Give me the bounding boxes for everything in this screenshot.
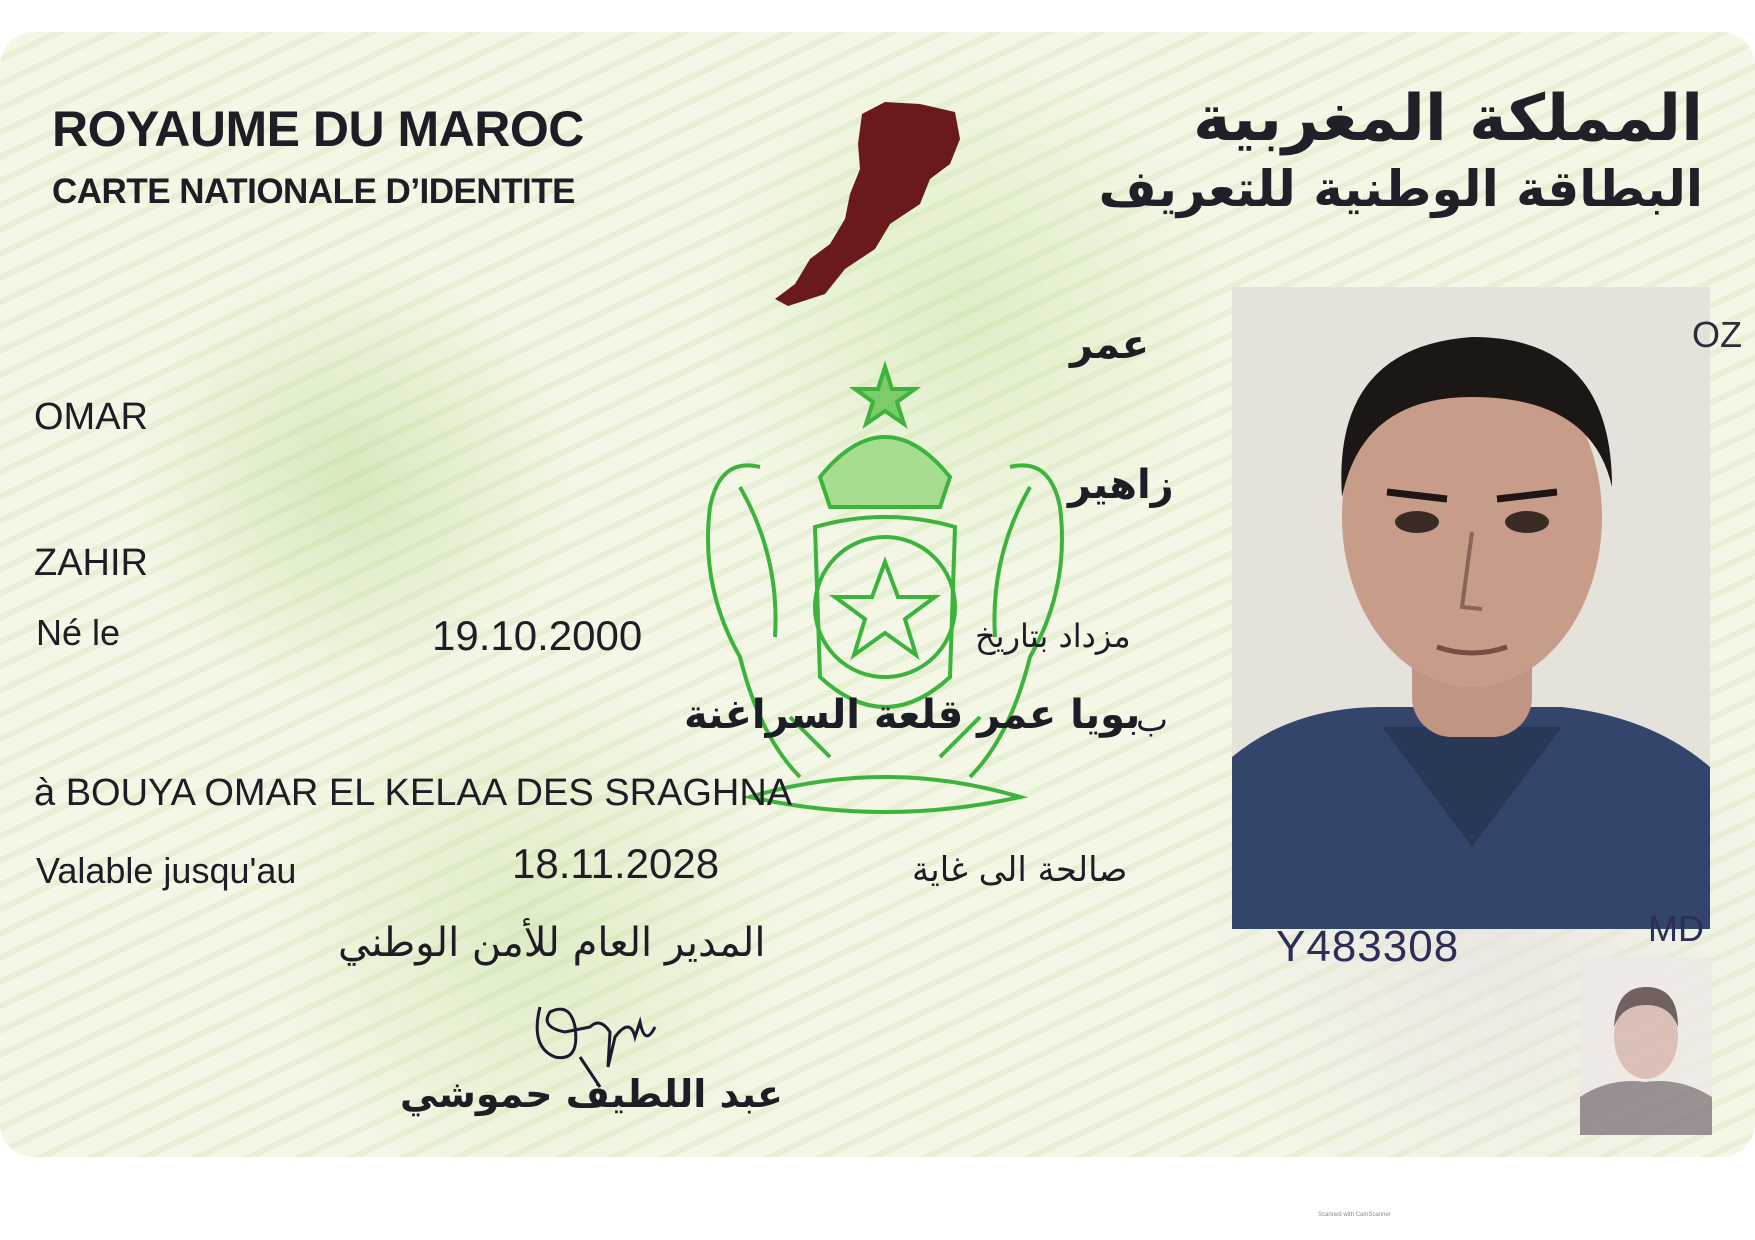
family-name-ar: زاهير: [1068, 462, 1174, 508]
ghost-photo: [1580, 957, 1712, 1135]
id-card: [0, 32, 1755, 1157]
birth-label-ar: مزداد بتاريخ: [975, 617, 1131, 655]
birth-date: 19.10.2000: [432, 612, 643, 659]
card-title-ar: البطاقة الوطنية للتعريف: [1098, 160, 1703, 218]
family-name-fr: ZAHIR: [34, 542, 148, 584]
md-code: MD: [1648, 908, 1704, 949]
country-title-fr: ROYAUME DU MAROC: [52, 101, 584, 157]
birthplace-ar: بويا عمر قلعة السراغنة: [684, 692, 1141, 738]
director-name-ar: عبد اللطيف حموشي: [400, 1072, 783, 1116]
holder-photo: [1232, 287, 1710, 929]
director-title-ar: المدير العام للأمن الوطني: [338, 920, 766, 966]
valid-until-date: 18.11.2028: [512, 840, 720, 887]
valid-label-fr: Valable jusqu'au: [36, 850, 297, 891]
birthplace-fr: à BOUYA OMAR EL KELAA DES SRAGHNA: [34, 772, 793, 814]
given-name-fr: OMAR: [34, 396, 148, 438]
scanner-watermark: Scanned with CamScanner: [1318, 1212, 1391, 1218]
coat-of-arms-icon: [680, 357, 1090, 837]
side-code: OZ: [1692, 314, 1742, 355]
card-title-fr: CARTE NATIONALE D’IDENTITE: [52, 172, 576, 211]
morocco-map-icon: [770, 84, 970, 314]
given-name-ar: عمر: [1070, 322, 1150, 368]
card-number: Y483308: [1276, 922, 1460, 971]
country-title-ar: المملكة المغربية: [1193, 82, 1703, 156]
birthplace-prefix-ar: ب: [1136, 700, 1169, 740]
valid-label-ar: صالحة الى غاية: [912, 850, 1128, 890]
birth-label-fr: Né le: [36, 612, 121, 653]
